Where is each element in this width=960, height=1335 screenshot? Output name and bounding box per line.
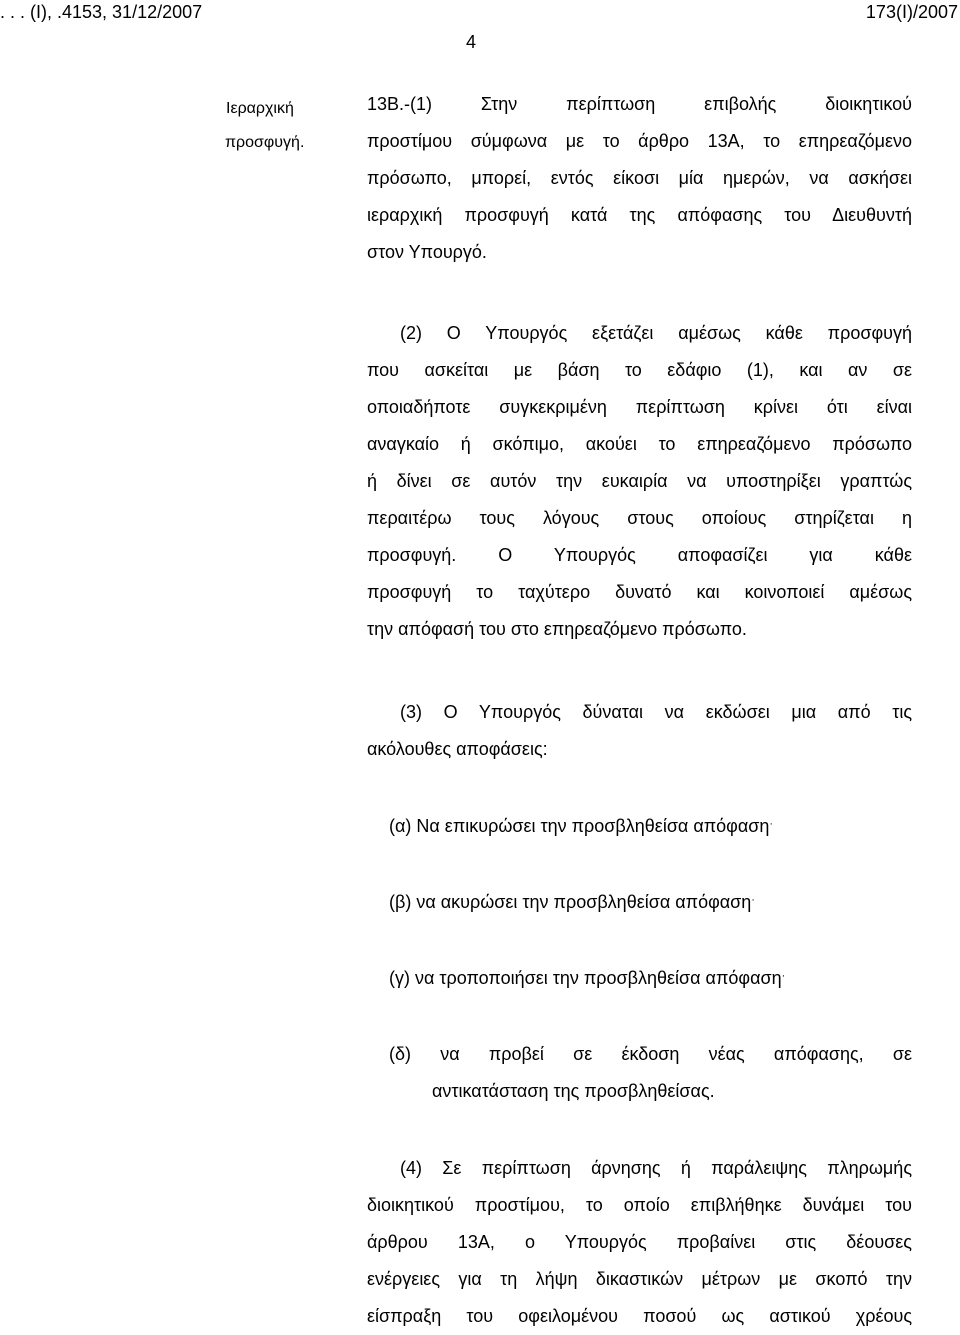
paragraph-line: προσφυγή το ταχύτερο δυνατό και κοινοποιεί αμέσως: [367, 582, 912, 602]
paragraph-1: [367, 86, 912, 271]
list-item-b: [389, 884, 755, 921]
list-item-mark: ·: [781, 970, 786, 982]
header-law-number: 173(I)/2007: [865, 2, 958, 22]
margin-note: [0, 92, 320, 160]
list-item-text: (α) Να επικυρώσει την προσβληθείσα απόφαση: [389, 816, 770, 836]
paragraph-line: είσπραξη του οφειλομένου ποσού ως αστικού χρέους: [367, 1306, 912, 1326]
list-item-text: (δ) να προβεί σε έκδοση νέας απόφασης, σε: [389, 1044, 912, 1064]
paragraph-line: αναγκαίο ή σκόπιμο, ακούει το επηρεαζόμενο πρόσωπο: [367, 434, 912, 454]
paragraph-line: (2) Ο Υπουργός εξετάζει αμέσως κάθε προσφυγή: [400, 323, 912, 343]
paragraph-line: διοικητικού προστίμου, το οποίο επιβλήθηκε δυνάμει του: [367, 1195, 912, 1215]
paragraph-4: [367, 1150, 912, 1335]
paragraph-line: άρθρου 13Α, ο Υπουργός προβαίνει στις δέουσες: [367, 1232, 912, 1252]
paragraph-line: ενέργειες για τη λήψη δικαστικών μέτρων με σκοπό την: [367, 1269, 912, 1289]
list-item-text: αντικατάσταση της προσβληθείσας.: [432, 1081, 715, 1101]
paragraph-line: που ασκείται με βάση το εδάφιο (1), και αν σε: [367, 360, 912, 380]
paragraph-line: προστίμου σύμφωνα με το άρθρο 13Α, το επηρεαζόμενο: [367, 131, 912, 151]
paragraph-2: [367, 315, 912, 648]
margin-note-line-2: προσφυγή.: [225, 134, 305, 151]
list-item-mark: ·: [769, 818, 774, 830]
margin-note-line-1: Ιεραρχική: [226, 100, 294, 117]
paragraph-line: πρόσωπο, μπορεί, εντός είκοσι μία ημερών, να ασκήσει: [367, 168, 912, 188]
paragraph-line: την απόφασή του στο επηρεαζόμενο πρόσωπο.: [367, 619, 747, 639]
paragraph-line: 13Β.-(1) Στην περίπτωση επιβολής διοικητικού: [367, 94, 912, 114]
list-item-a: [389, 808, 773, 845]
paragraph-line: προσφυγή. Ο Υπουργός αποφασίζει για κάθε: [367, 545, 912, 565]
paragraph-3: [367, 694, 912, 768]
paragraph-line: ακόλουθες αποφάσεις:: [367, 739, 548, 759]
paragraph-line: ή δίνει σε αυτόν την ευκαιρία να υποστηρίξει γραπτώς: [367, 471, 912, 491]
page-number: 4: [466, 32, 477, 52]
paragraph-line: στον Υπουργό.: [367, 242, 487, 262]
paragraph-line: οποιαδήποτε συγκεκριμένη περίπτωση κρίνει ότι είναι: [367, 397, 912, 417]
list-item-text: (β) να ακυρώσει την προσβληθείσα απόφαση: [389, 892, 752, 912]
paragraph-line: ιεραρχική προσφυγή κατά της απόφασης του Διευθυντή: [367, 205, 912, 225]
list-item-text: (γ) να τροποποιήσει την προσβληθείσα απόφαση: [389, 968, 782, 988]
list-item-c: [389, 960, 785, 997]
paragraph-line: (4) Σε περίπτωση άρνησης ή παράλειψης πληρωμής: [400, 1158, 912, 1178]
list-item-mark: ·: [751, 894, 755, 906]
paragraph-line: (3) Ο Υπουργός δύναται να εκδώσει μια από τις: [400, 702, 912, 722]
header-reference: . . . (I), .4153, 31/12/2007: [0, 2, 203, 22]
paragraph-line: περαιτέρω τους λόγους στους οποίους στηρίζεται η: [367, 508, 912, 528]
list-item-d: [389, 1036, 912, 1110]
